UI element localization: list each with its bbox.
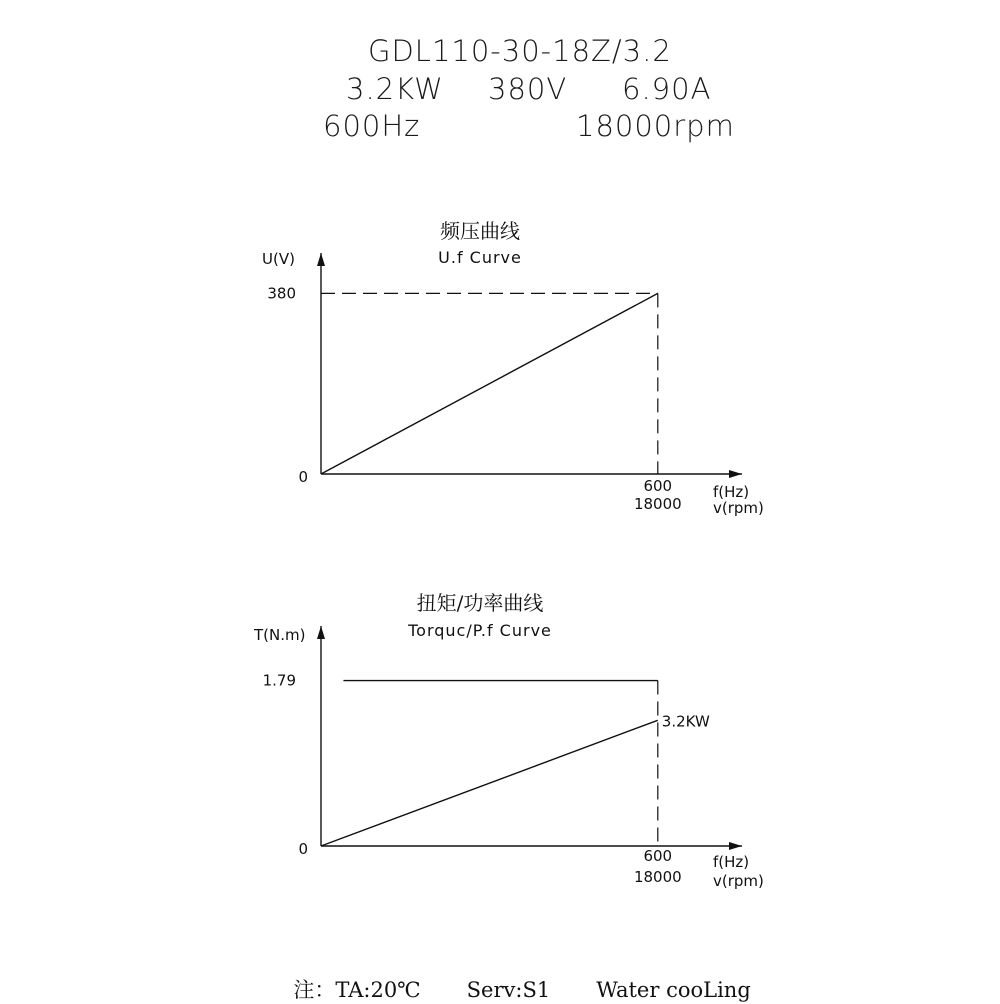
current-label: 6.90A xyxy=(622,72,712,106)
chart2-x-axis-arrow xyxy=(729,842,742,850)
chart1-x-tick-label-2: 18000 xyxy=(633,495,682,513)
chart1-y-tick-label: 380 xyxy=(267,284,296,303)
model-label: GDL110-30-18Z/3.2 xyxy=(368,34,672,68)
chart1-y-tick-label: 0 xyxy=(298,468,308,486)
chart2-subtitle: Torquc/P.f Curve xyxy=(408,621,552,640)
chart2-x-axis-label: f(Hz) xyxy=(713,853,750,871)
frequency-label: 600Hz xyxy=(323,109,421,143)
chart1-subtitle: U.f Curve xyxy=(438,248,522,267)
chart2-annotation: 3.2KW xyxy=(661,712,710,731)
chart2-series-line-2 xyxy=(321,720,658,846)
chart1-title: 频压曲线 xyxy=(440,219,520,243)
chart2-y-axis-arrow xyxy=(317,626,325,639)
chart2-title: 扭矩/功率曲线 xyxy=(416,591,544,615)
note-cooling: Water cooLing xyxy=(596,978,751,1002)
notes-line xyxy=(280,950,797,1004)
chart2-x-axis-label-2: v(rpm) xyxy=(713,872,764,890)
voltage-label: 380V xyxy=(488,72,568,106)
chart1-series-line-1 xyxy=(321,293,658,474)
chart1-y-axis-arrow xyxy=(317,253,325,266)
chart1-x-tick-label: 600 xyxy=(643,477,673,495)
note-temperature: 注：TA:20℃ xyxy=(293,978,421,1002)
chart2-x-tick-label-2: 18000 xyxy=(633,868,682,886)
chart2-y-tick-label: 1.79 xyxy=(262,671,296,690)
chart1-y-axis-label: U(V) xyxy=(262,250,295,268)
chart1-x-axis-label: f(Hz) xyxy=(713,483,750,501)
speed-label: 18000rpm xyxy=(576,109,735,143)
note-service: Serv:S1 xyxy=(466,978,551,1002)
chart2-x-tick-label: 600 xyxy=(643,847,673,865)
chart2-y-axis-label: T(N.m) xyxy=(254,626,306,644)
chart1-x-axis-label-2: v(rpm) xyxy=(713,499,764,517)
chart1-x-axis-arrow xyxy=(729,470,742,478)
power-label: 3.2KW xyxy=(346,72,444,106)
chart2-y-tick-label: 0 xyxy=(298,840,308,858)
